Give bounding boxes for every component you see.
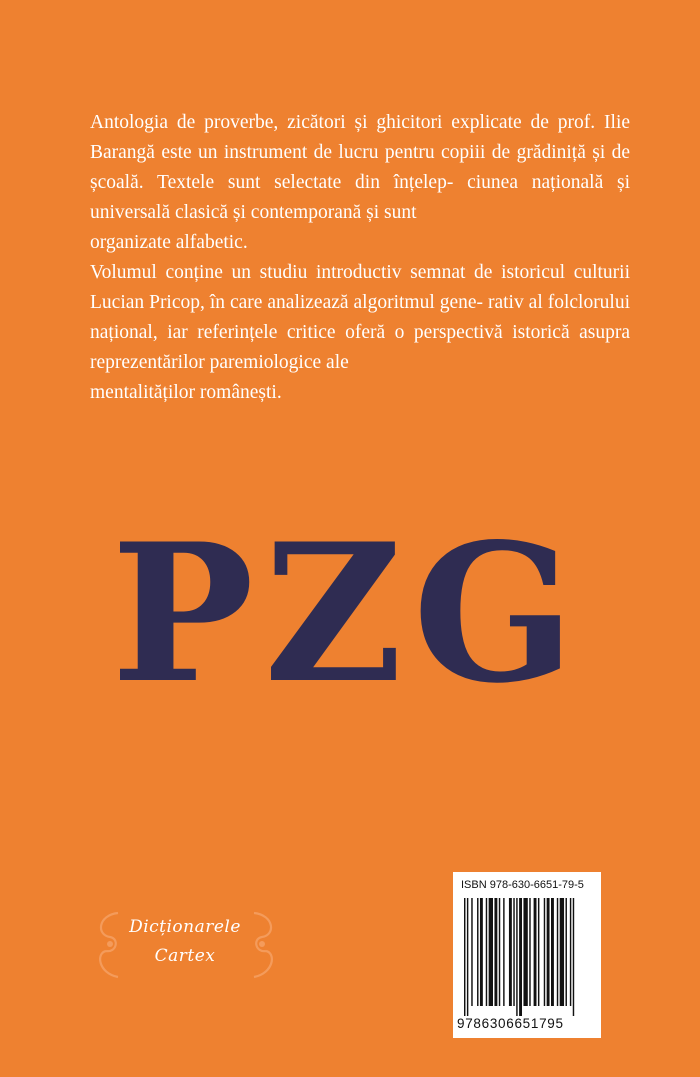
barcode-bar: [509, 898, 512, 1006]
barcode-bar: [551, 898, 554, 1006]
barcode-bar: [503, 898, 504, 1006]
barcode-bar: [513, 898, 514, 1006]
isbn-label: ISBN 978-630-6651-79-5: [461, 879, 584, 891]
scroll-ornament-icon: [248, 907, 280, 983]
blurb-paragraph-2-end: [90, 378, 630, 408]
blurb-line: Volumul conține un studiu introductiv semnat de istoricul: [90, 262, 566, 283]
monogram-text: PZG: [111, 502, 585, 725]
blurb-line: rativ al folclorului național, iar referințele critice oferă o: [90, 292, 631, 343]
barcode-bar: [519, 898, 522, 1016]
barcode-bar: [480, 898, 483, 1006]
barcode-bar: [566, 898, 567, 1006]
blurb-paragraph-1-end: [90, 228, 630, 258]
blurb-line: perspectivă istorică asupra reprezentărilor paremiologice ale: [90, 322, 631, 373]
ean-digits: 9786306651795: [457, 1016, 564, 1031]
barcode-bar: [486, 898, 487, 1006]
barcode-bar: [464, 898, 465, 1016]
barcode-bar: [489, 898, 493, 1006]
barcode-bar: [494, 898, 497, 1006]
barcode-bar: [529, 898, 530, 1006]
barcode-bar: [471, 898, 472, 1006]
barcode-bar: [538, 898, 539, 1006]
barcode-bar: [534, 898, 537, 1006]
barcode-bar: [573, 898, 574, 1016]
barcode-bar: [560, 898, 564, 1006]
blurb-line: ciunea națională și universală clasică și contemporană și sunt: [90, 172, 630, 223]
barcode-bar: [477, 898, 478, 1006]
barcode-bar: [499, 898, 500, 1006]
barcode-bar: [516, 898, 517, 1016]
barcode-bar: [544, 898, 545, 1006]
publisher-line-2: Cartex: [154, 946, 216, 966]
barcode-bars: [463, 898, 591, 1016]
barcode-bar: [523, 898, 527, 1006]
isbn-barcode: [453, 872, 601, 1038]
blurb-line: culturii Lucian Pricop, în care analizează algoritmul gene-: [90, 262, 631, 313]
blurb-line: Antologia de proverbe, zicători și ghicitori explicate de prof.: [90, 112, 596, 133]
blurb-text: [90, 108, 630, 408]
blurb-paragraph-1: [90, 108, 630, 228]
blurb-line: mentalităților românești.: [90, 382, 282, 403]
barcode-bar: [467, 898, 468, 1016]
blurb-line: grădiniță și de școală. Textele sunt selectate din înțelep-: [90, 142, 631, 193]
blurb-line: organizate alfabetic.: [90, 232, 248, 253]
blurb-paragraph-2: [90, 258, 630, 378]
pzg-monogram: [111, 502, 585, 725]
publisher-logo: [90, 905, 280, 995]
barcode-bar: [547, 898, 550, 1006]
publisher-line-1: Dicționarele: [129, 917, 241, 937]
blurb-line: Ilie Barangă este un instrument de lucru pentru copiii de: [90, 112, 631, 163]
barcode-bar: [557, 898, 558, 1006]
barcode-bar: [570, 898, 571, 1006]
